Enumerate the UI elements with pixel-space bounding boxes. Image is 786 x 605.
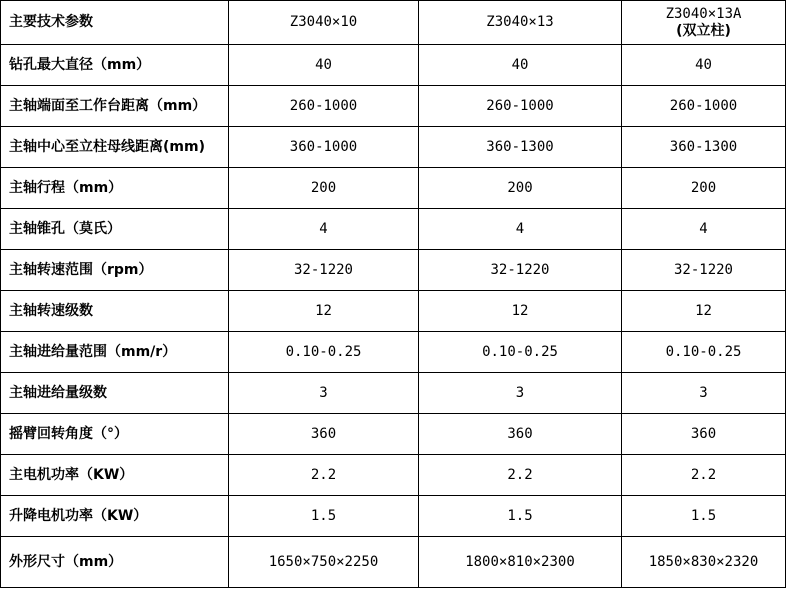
table-row — [1, 332, 786, 373]
row-label: 升降电机功率（KW） — [1, 496, 229, 537]
header-param: 主要技术参数 — [1, 1, 229, 45]
row-label: 外形尺寸（mm） — [1, 537, 229, 588]
table-row — [1, 373, 786, 414]
cell-model-2: 4 — [419, 209, 622, 250]
row-label: 主电机功率（KW） — [1, 455, 229, 496]
cell-model-1: 40 — [229, 45, 419, 86]
cell-model-2: 12 — [419, 291, 622, 332]
header-model-3 — [622, 1, 786, 45]
table-row — [1, 496, 786, 537]
header-model-3-name: Z3040×13A — [665, 5, 742, 22]
table-row — [1, 414, 786, 455]
header-row — [1, 1, 786, 45]
table-row — [1, 455, 786, 496]
table-row — [1, 45, 786, 86]
cell-model-1: 260-1000 — [229, 86, 419, 127]
row-label: 主轴进给量级数 — [1, 373, 229, 414]
cell-model-3: 1.5 — [622, 496, 786, 537]
cell-model-3: 3 — [622, 373, 786, 414]
cell-model-2: 1800×810×2300 — [419, 537, 622, 588]
cell-model-2: 32-1220 — [419, 250, 622, 291]
cell-model-1: 360 — [229, 414, 419, 455]
table-row — [1, 127, 786, 168]
cell-model-2: 200 — [419, 168, 622, 209]
row-label: 主轴行程（mm） — [1, 168, 229, 209]
cell-model-1: 2.2 — [229, 455, 419, 496]
cell-model-2: 1.5 — [419, 496, 622, 537]
header-model-3-sub: (双立柱) — [676, 22, 731, 39]
row-label: 主轴进给量范围（mm/r） — [1, 332, 229, 373]
cell-model-3: 2.2 — [622, 455, 786, 496]
table-row — [1, 168, 786, 209]
cell-model-1: 32-1220 — [229, 250, 419, 291]
cell-model-2: 260-1000 — [419, 86, 622, 127]
cell-model-1: 200 — [229, 168, 419, 209]
cell-model-1: 1650×750×2250 — [229, 537, 419, 588]
cell-model-3: 32-1220 — [622, 250, 786, 291]
cell-model-1: 360-1000 — [229, 127, 419, 168]
cell-model-3: 360 — [622, 414, 786, 455]
row-label: 主轴转速级数 — [1, 291, 229, 332]
header-model-2: Z3040×13 — [419, 1, 622, 45]
row-label: 主轴转速范围（rpm） — [1, 250, 229, 291]
row-label: 主轴端面至工作台距离（mm） — [1, 86, 229, 127]
cell-model-2: 3 — [419, 373, 622, 414]
cell-model-3: 0.10-0.25 — [622, 332, 786, 373]
cell-model-2: 360-1300 — [419, 127, 622, 168]
cell-model-3: 1850×830×2320 — [622, 537, 786, 588]
cell-model-1: 3 — [229, 373, 419, 414]
cell-model-1: 4 — [229, 209, 419, 250]
cell-model-2: 360 — [419, 414, 622, 455]
cell-model-3: 40 — [622, 45, 786, 86]
table-row — [1, 291, 786, 332]
row-label: 摇臂回转角度（°） — [1, 414, 229, 455]
cell-model-1: 1.5 — [229, 496, 419, 537]
cell-model-3: 200 — [622, 168, 786, 209]
row-label: 主轴中心至立柱母线距离(mm) — [1, 127, 229, 168]
cell-model-3: 4 — [622, 209, 786, 250]
table-row — [1, 250, 786, 291]
cell-model-3: 360-1300 — [622, 127, 786, 168]
table-row — [1, 537, 786, 588]
cell-model-2: 0.10-0.25 — [419, 332, 622, 373]
cell-model-2: 40 — [419, 45, 622, 86]
cell-model-3: 260-1000 — [622, 86, 786, 127]
row-label: 钻孔最大直径（mm） — [1, 45, 229, 86]
header-model-1: Z3040×10 — [229, 1, 419, 45]
table-row — [1, 209, 786, 250]
cell-model-2: 2.2 — [419, 455, 622, 496]
row-label: 主轴锥孔（莫氏） — [1, 209, 229, 250]
cell-model-3: 12 — [622, 291, 786, 332]
cell-model-1: 12 — [229, 291, 419, 332]
table-row — [1, 86, 786, 127]
cell-model-1: 0.10-0.25 — [229, 332, 419, 373]
